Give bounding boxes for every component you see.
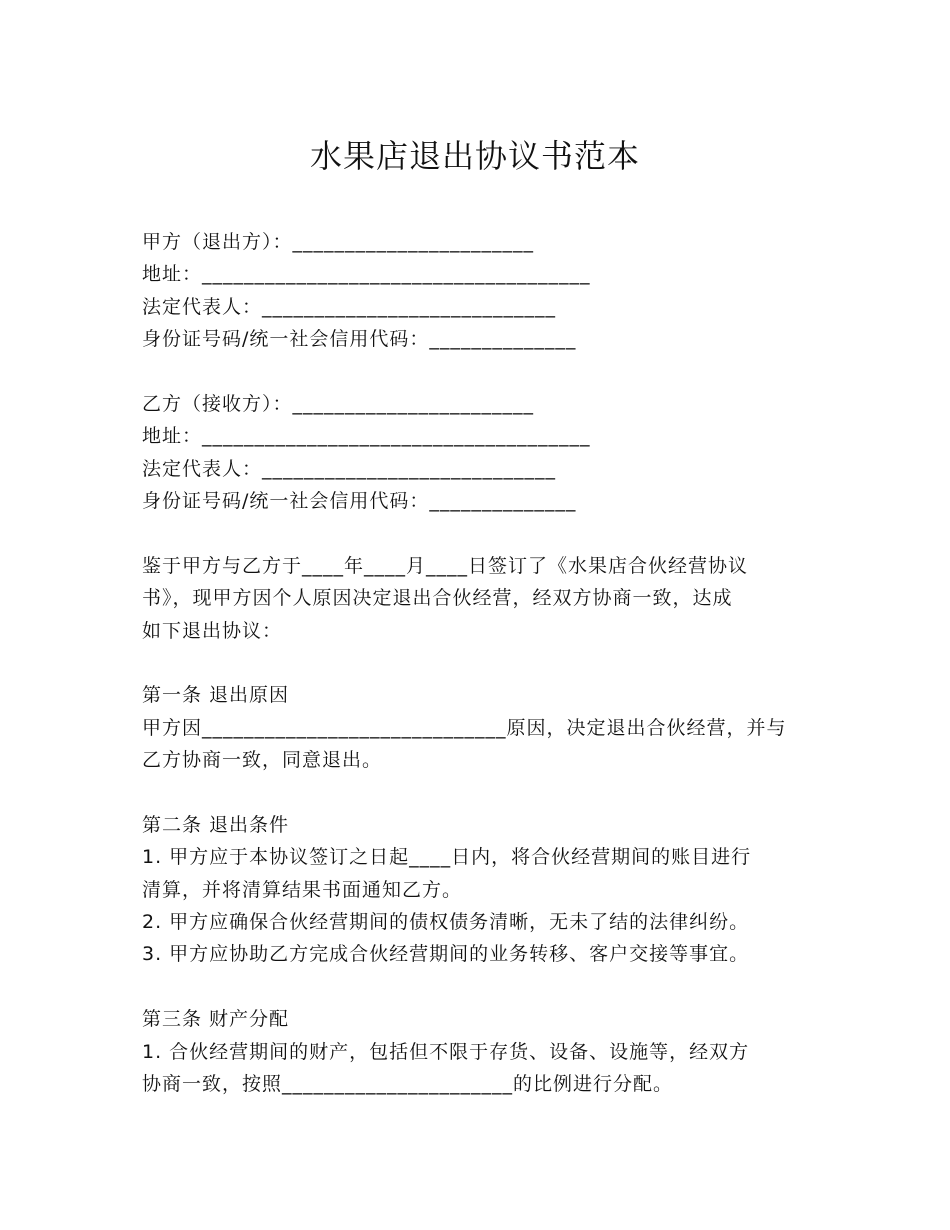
party-a-address-line: 地址：_____________________________________ — [142, 263, 591, 285]
party-b-id-line: 身份证号码/统一社会信用代码：______________ — [142, 490, 577, 512]
article-2-line: 1. 甲方应于本协议签订之日起____日内，将合伙经营期间的账目进行 — [142, 846, 752, 868]
party-b-address-line: 地址：_____________________________________ — [142, 425, 591, 447]
article-1-heading: 第一条 退出原因 — [142, 684, 290, 706]
article-3-line: 协商一致，按照______________________的比例进行分配。 — [142, 1073, 674, 1095]
article-1-line: 乙方协商一致，同意退出。 — [142, 749, 383, 771]
article-3-line: 1. 合伙经营期间的财产，包括但不限于存货、设备、设施等，经双方 — [142, 1041, 750, 1063]
document-title: 水果店退出协议书范本 — [309, 137, 640, 175]
article-2-heading: 第二条 退出条件 — [142, 814, 290, 836]
article-2-line: 2. 甲方应确保合伙经营期间的债权债务清晰，无未了结的法律纠纷。 — [142, 911, 750, 933]
party-b-rep-line: 法定代表人：____________________________ — [142, 458, 557, 480]
party-b-name-line: 乙方（接收方）：_______________________ — [142, 393, 535, 415]
preamble-line: 鉴于甲方与乙方于____年____月____日签订了《水果店合伙经营协议 — [142, 555, 749, 577]
party-a-id-line: 身份证号码/统一社会信用代码：______________ — [142, 328, 577, 350]
article-2-line: 3. 甲方应协助乙方完成合伙经营期间的业务转移、客户交接等事宜。 — [142, 943, 750, 965]
article-1-line: 甲方因_____________________________原因，决定退出合伙经营，并与 — [142, 717, 787, 739]
party-a-name-line: 甲方（退出方）：_______________________ — [142, 231, 535, 253]
article-3-heading: 第三条 财产分配 — [142, 1008, 290, 1030]
preamble-line: 书》，现甲方因个人原因决定退出合伙经营，经双方协商一致，达成 — [142, 587, 733, 609]
article-2-line: 清算，并将清算结果书面通知乙方。 — [142, 879, 463, 901]
preamble-line: 如下退出协议： — [142, 620, 283, 642]
party-a-rep-line: 法定代表人：____________________________ — [142, 296, 557, 318]
